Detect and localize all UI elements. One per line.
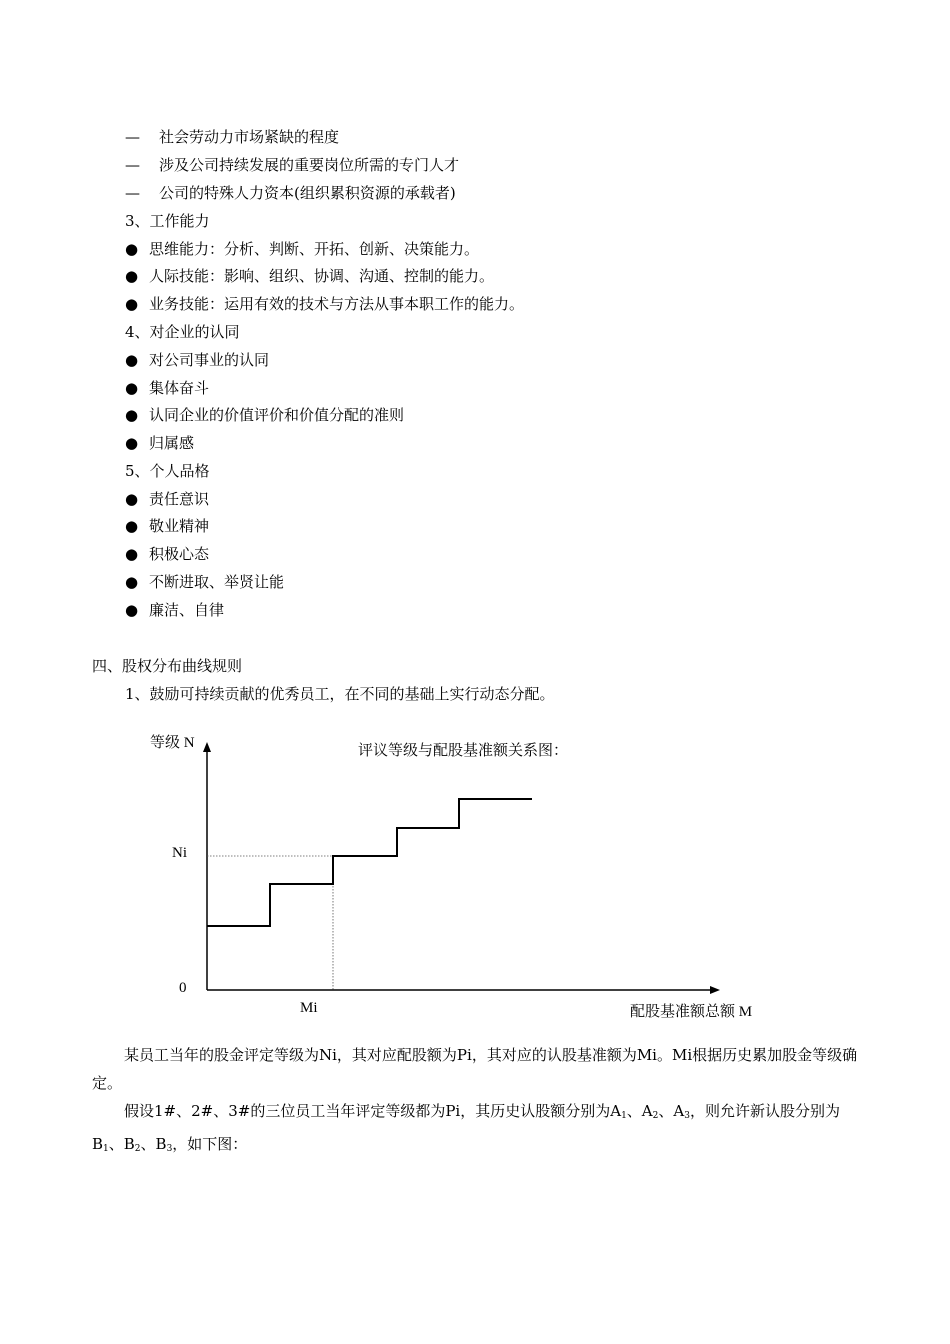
- list-item: ● 不断进取、举贤让能: [125, 573, 285, 591]
- step-curve: [207, 799, 532, 926]
- chart-title: 评议等级与配股基准额关系图：: [358, 741, 569, 759]
- y-axis-arrow: [203, 742, 211, 752]
- bullet-icon: ●: [125, 434, 139, 452]
- list-item: ● 积极心态: [125, 545, 210, 563]
- x-axis-label: 配股基准额总额 M: [630, 1004, 753, 1020]
- list-item: ● 集体奋斗: [125, 379, 210, 397]
- dash-icon: —: [125, 128, 140, 146]
- bullet-icon: ●: [125, 545, 139, 563]
- bullet-icon: ●: [125, 351, 139, 369]
- dash-item: — 公司的特殊人力资本(组织累积资源的承载者): [125, 184, 456, 202]
- list-item: ● 人际技能：影响、组织、协调、沟通、控制的能力。: [125, 267, 495, 285]
- paragraph: 某员工当年的股金评定等级为Ni，其对应配股额为Pi，其对应的认股基准额为Mi。Mi根据历史累加股金等级确定。: [92, 1046, 858, 1092]
- paragraph: 假设1#、2#、3#的三位员工当年评定等级都为Pi，其历史认股额分别为$A_1$、$A_2$、$A_3$，则允许新认股分别为$B_1$、$B_2$、$B_3$，如下图：: [92, 1102, 840, 1154]
- dash-icon: —: [125, 184, 140, 202]
- bullet-icon: ●: [125, 295, 139, 313]
- chart-axes: [203, 742, 720, 994]
- section-title: 3、工作能力: [125, 212, 210, 230]
- list-item: ● 归属感: [125, 434, 195, 452]
- list-item: ● 责任意识: [125, 490, 210, 508]
- dash-item: — 社会劳动力市场紧缺的程度: [125, 128, 340, 146]
- bullet-icon: ●: [125, 601, 139, 619]
- sub-heading: 1、鼓励可持续贡献的优秀员工，在不同的基础上实行动态分配。: [125, 685, 555, 703]
- list-item: ● 对公司事业的认同: [125, 351, 270, 369]
- bullet-icon: ●: [125, 240, 139, 258]
- list-item: ● 业务技能：运用有效的技术与方法从事本职工作的能力。: [125, 295, 525, 313]
- bullet-icon: ●: [125, 573, 139, 591]
- y-axis-label: 等级 N: [150, 735, 195, 751]
- bullet-icon: ●: [125, 517, 139, 535]
- bullet-icon: ●: [125, 490, 139, 508]
- origin-label: 0: [179, 980, 187, 996]
- section-title: 4、对企业的认同: [125, 323, 240, 341]
- y-tick-ni: Ni: [172, 845, 187, 861]
- bullet-icon: ●: [125, 267, 139, 285]
- bullet-icon: ●: [125, 379, 139, 397]
- dash-icon: —: [125, 156, 140, 174]
- list-item: ● 廉洁、自律: [125, 601, 225, 619]
- list-item: ● 敬业精神: [125, 517, 210, 535]
- list-item: ● 认同企业的价值评价和价值分配的准则: [125, 406, 405, 424]
- x-axis-arrow: [710, 986, 720, 994]
- x-tick-mi: Mi: [300, 1000, 318, 1016]
- bullet-icon: ●: [125, 406, 139, 424]
- part-heading: 四、股权分布曲线规则: [92, 657, 243, 675]
- list-item: ● 思维能力：分析、判断、开拓、创新、决策能力。: [125, 240, 480, 258]
- section-title: 5、个人品格: [125, 462, 210, 480]
- dash-item: — 涉及公司持续发展的重要岗位所需的专门人才: [125, 156, 460, 174]
